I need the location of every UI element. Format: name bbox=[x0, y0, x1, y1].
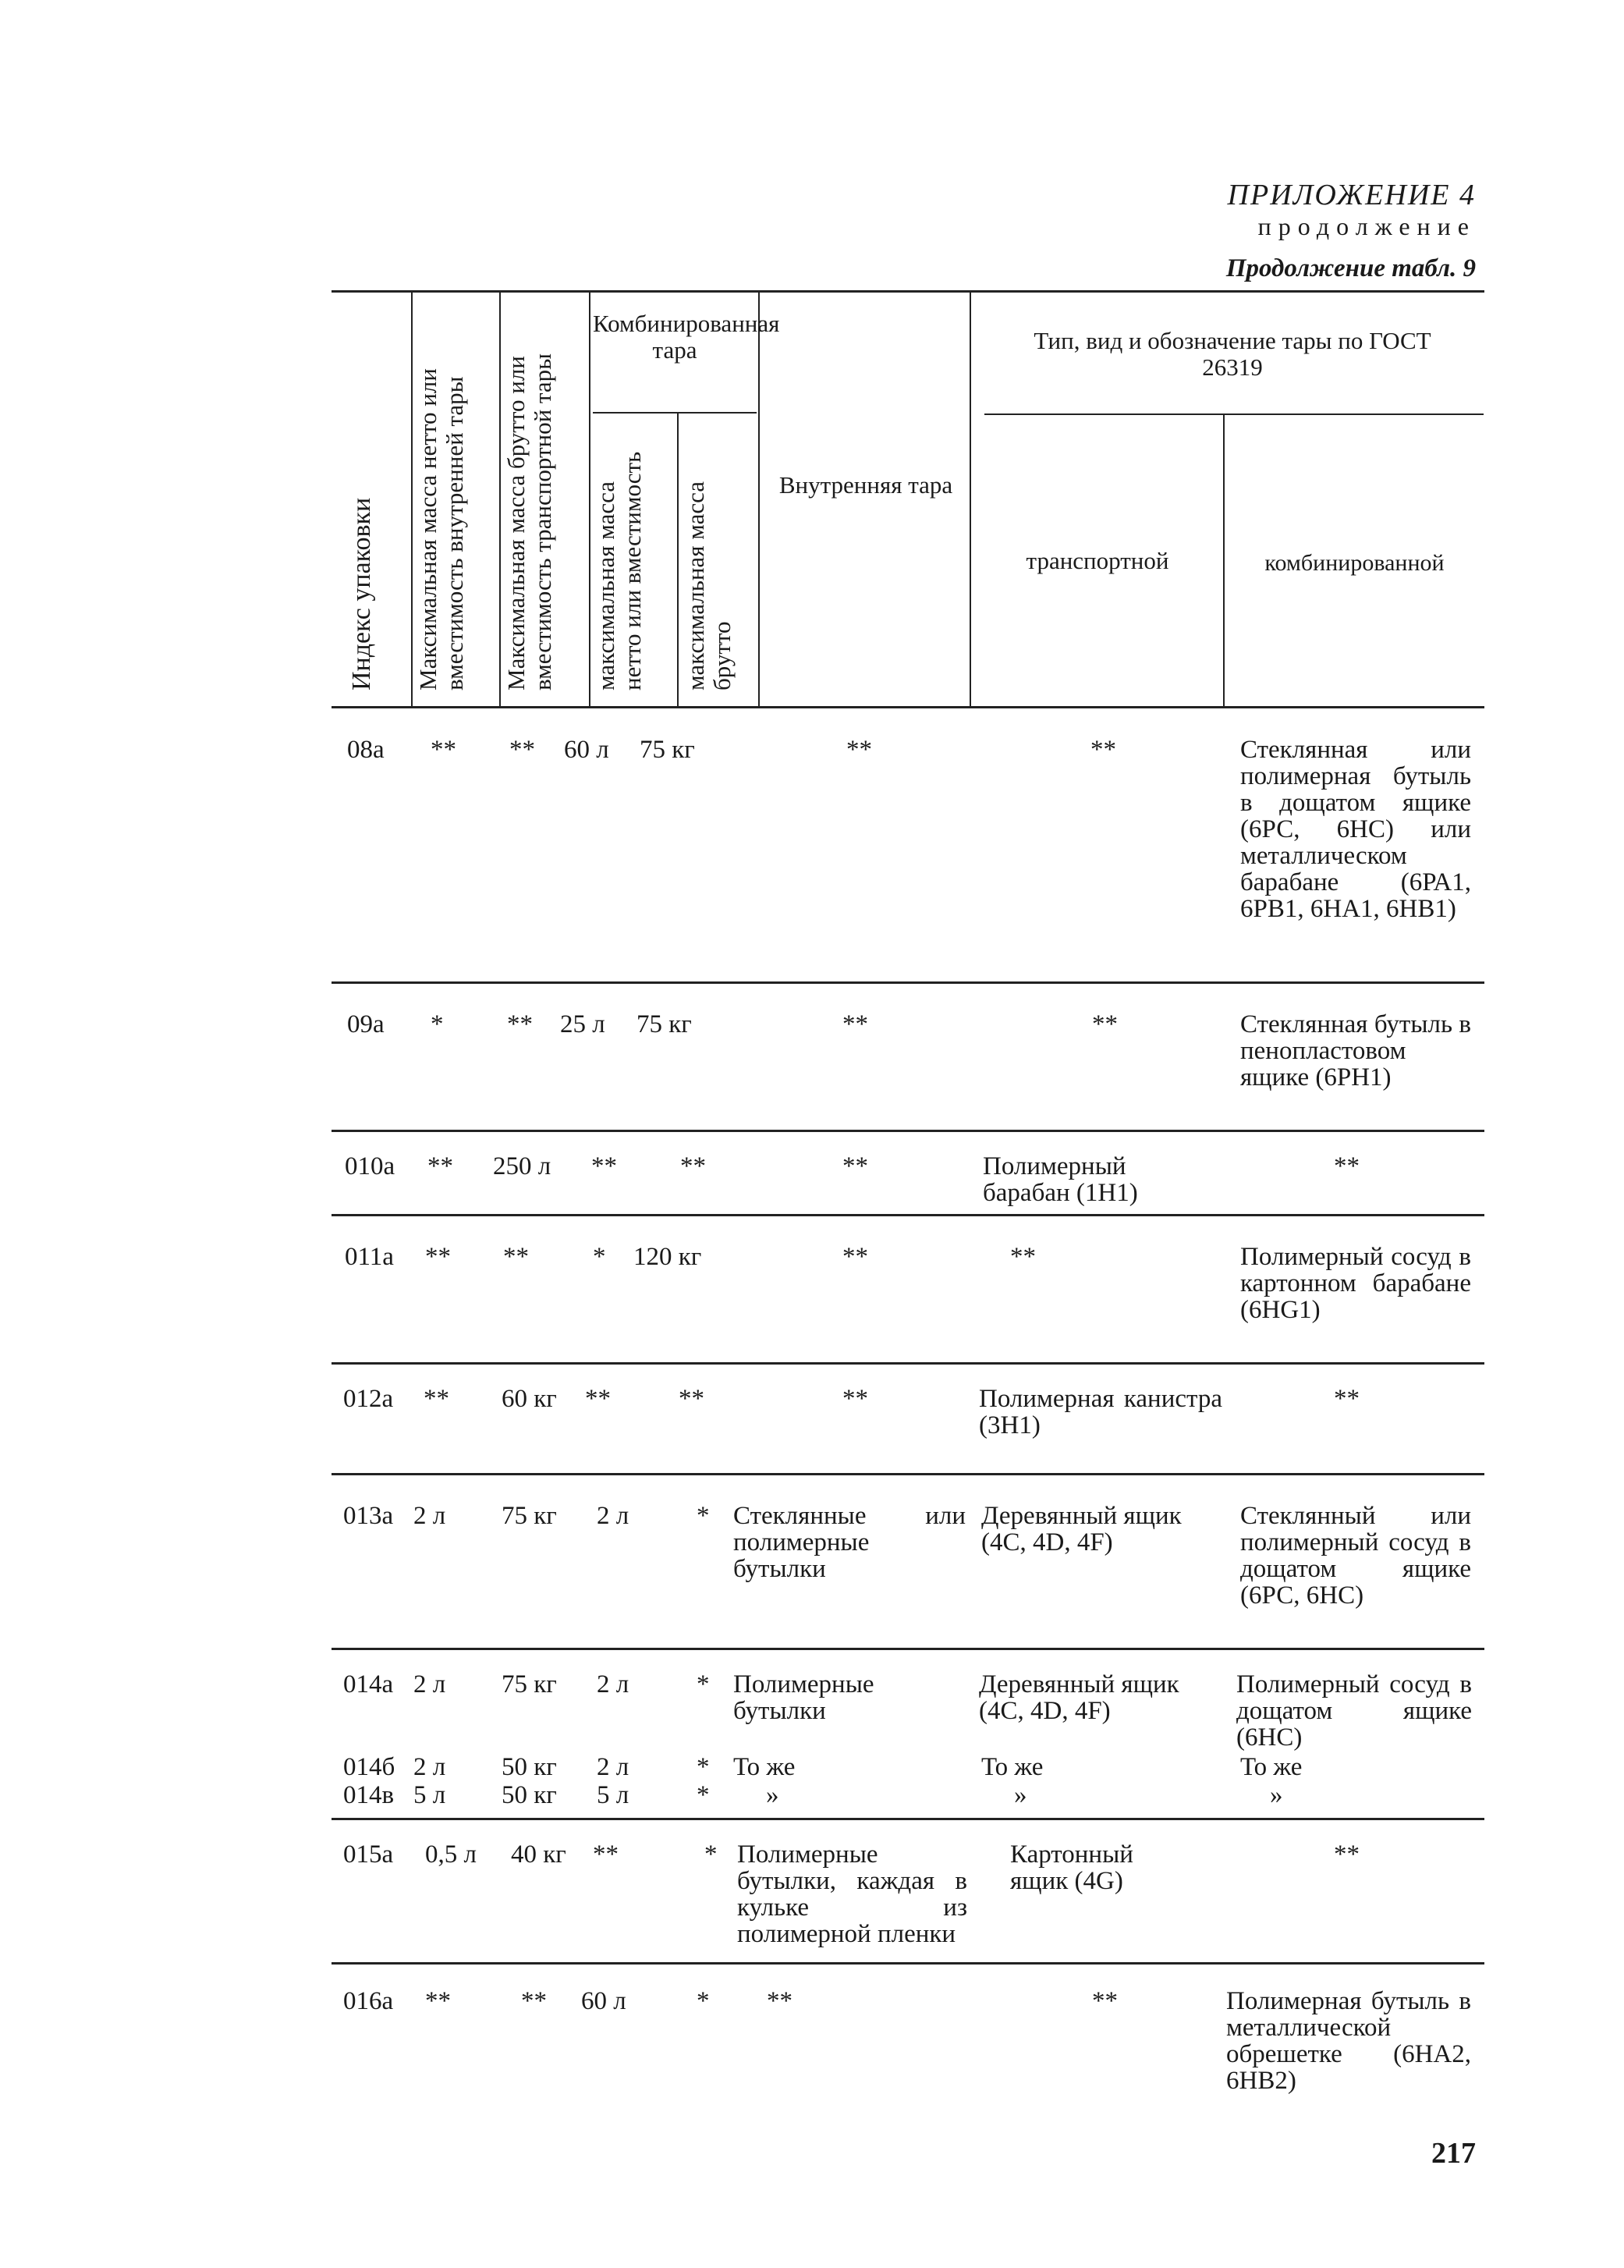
cell-net: 2 л bbox=[413, 1670, 446, 1698]
cell-net: 0,5 л bbox=[425, 1840, 477, 1869]
cell-inner: Полимерные бутылки, каждая в кульке из полимерной пленки bbox=[737, 1840, 967, 1948]
cell-net: 2 л bbox=[413, 1502, 446, 1530]
cell-gross: 50 кг bbox=[502, 1753, 557, 1781]
col-divider bbox=[499, 293, 501, 706]
cell-combined-gross: 75 кг bbox=[636, 1010, 692, 1038]
cell-combined-gross: ** bbox=[680, 1152, 706, 1180]
column-header-combined: Комбинированная тара bbox=[593, 310, 780, 364]
cell-combined: Полимерная бутыль в металлической обрешетке (6НА2, 6НВ2) bbox=[1226, 1987, 1471, 2095]
row-rule bbox=[332, 1130, 1484, 1132]
cell-combined: Стеклянная бутыль в пенопластовом ящике (6РН1) bbox=[1240, 1010, 1471, 1091]
cell-combined-net: 2 л bbox=[597, 1753, 629, 1781]
cell-transport: » bbox=[1014, 1781, 1027, 1809]
column-header-type-group: Тип, вид и обозначение тары по ГОСТ 26319 bbox=[1034, 327, 1431, 381]
cell-index: 014а bbox=[343, 1670, 394, 1698]
cell-inner: ** bbox=[842, 1152, 868, 1180]
row-rule bbox=[332, 1473, 1484, 1475]
cell-combined-net: 5 л bbox=[597, 1781, 629, 1809]
column-header-combined-net: максимальная масса нетто или вместимость bbox=[592, 451, 646, 690]
cell-combined-net: * bbox=[593, 1243, 606, 1271]
column-header-index: Индекс упаковки bbox=[347, 497, 376, 690]
cell-combined-net: 2 л bbox=[597, 1670, 629, 1698]
cell-transport: ** bbox=[1092, 1987, 1118, 2015]
cell-inner: ** bbox=[767, 1987, 792, 2015]
cell-combined-net: 25 л bbox=[560, 1010, 605, 1038]
cell-index: 015а bbox=[343, 1840, 394, 1869]
cell-inner: ** bbox=[846, 736, 872, 764]
cell-gross: ** bbox=[503, 1243, 529, 1271]
column-header-gross-transport: Максимальная масса брутто или вместимость транспортной тары bbox=[502, 353, 556, 690]
cell-gross: 60 кг bbox=[502, 1385, 557, 1413]
cell-combined-net: ** bbox=[585, 1385, 611, 1413]
cell-combined-gross: * bbox=[697, 1502, 710, 1530]
table-top-rule bbox=[332, 290, 1484, 293]
page-number: 217 bbox=[1431, 2137, 1476, 2170]
cell-inner: » bbox=[766, 1781, 779, 1809]
cell-combined-gross: 120 кг bbox=[633, 1243, 702, 1271]
column-header-transport: транспортной bbox=[1026, 547, 1169, 574]
cell-gross: 40 кг bbox=[511, 1840, 566, 1869]
cell-gross: 75 кг bbox=[502, 1502, 557, 1530]
cell-inner: ** bbox=[842, 1243, 868, 1271]
column-header-inner: Внутренняя тара bbox=[778, 471, 953, 499]
cell-transport: ** bbox=[1092, 1010, 1118, 1038]
cell-combined-gross: * bbox=[697, 1781, 710, 1809]
cell-transport: Полимерная канистра (3Н1) bbox=[979, 1385, 1222, 1439]
cell-combined-gross: * bbox=[704, 1840, 718, 1869]
appendix-title: ПРИЛОЖЕНИЕ 4 bbox=[1227, 179, 1476, 211]
header-bottom-rule bbox=[332, 706, 1484, 708]
cell-combined: Полимерный сосуд в картонном барабане (6НG1) bbox=[1240, 1243, 1471, 1324]
cell-combined-gross: 75 кг bbox=[640, 736, 695, 764]
row-rule bbox=[332, 1648, 1484, 1650]
cell-gross: 250 л bbox=[493, 1152, 551, 1180]
cell-index: 09а bbox=[347, 1010, 385, 1038]
row-rule bbox=[332, 1962, 1484, 1965]
type-header-rule bbox=[984, 413, 1484, 415]
cell-combined-net: ** bbox=[591, 1152, 617, 1180]
cell-combined: Полимерный сосуд в дощатом ящике (6НС) bbox=[1236, 1670, 1472, 1752]
cell-transport: Деревянный ящик (4С, 4D, 4F) bbox=[981, 1502, 1182, 1556]
cell-net: ** bbox=[425, 1987, 451, 2015]
cell-combined-gross: * bbox=[697, 1670, 710, 1698]
cell-combined: ** bbox=[1334, 1385, 1360, 1413]
cell-index: 011а bbox=[345, 1243, 394, 1271]
cell-combined-gross: ** bbox=[679, 1385, 704, 1413]
table-continuation-label: Продолжение табл. 9 bbox=[1225, 254, 1476, 282]
cell-transport: ** bbox=[1010, 1243, 1036, 1271]
cell-net: 2 л bbox=[413, 1753, 446, 1781]
cell-index: 012а bbox=[343, 1385, 394, 1413]
column-header-net-inner: Максимальная масса нетто или вместимость внутренней тары bbox=[414, 368, 468, 690]
cell-combined-net: ** bbox=[593, 1840, 619, 1869]
cell-transport: Полимерный барабан (1Н1) bbox=[983, 1152, 1138, 1207]
row-rule bbox=[332, 1362, 1484, 1365]
cell-gross: ** bbox=[521, 1987, 547, 2015]
cell-combined-gross: * bbox=[697, 1753, 710, 1781]
cell-net: 5 л bbox=[413, 1781, 446, 1809]
cell-index: 010а bbox=[345, 1152, 395, 1180]
col-divider bbox=[589, 293, 590, 706]
continuation-label: продолжение bbox=[1257, 212, 1476, 240]
cell-inner: ** bbox=[842, 1385, 868, 1413]
col-divider bbox=[677, 413, 679, 706]
row-rule bbox=[332, 1818, 1484, 1820]
col-divider bbox=[758, 293, 760, 706]
cell-combined: ** bbox=[1334, 1152, 1360, 1180]
cell-net: * bbox=[431, 1010, 444, 1038]
row-rule bbox=[332, 981, 1484, 984]
cell-net: ** bbox=[424, 1385, 449, 1413]
cell-combined: » bbox=[1270, 1781, 1283, 1809]
cell-index: 013а bbox=[343, 1502, 394, 1530]
cell-inner: То же bbox=[733, 1753, 796, 1781]
cell-combined-net: 60 л bbox=[564, 736, 609, 764]
cell-index: 08а bbox=[347, 736, 385, 764]
cell-transport: Картонный ящик (4G) bbox=[1010, 1840, 1133, 1895]
cell-net: ** bbox=[427, 1152, 453, 1180]
cell-index: 014в bbox=[343, 1781, 395, 1809]
cell-net: ** bbox=[431, 736, 456, 764]
cell-combined-net: 2 л bbox=[597, 1502, 629, 1530]
cell-gross: ** bbox=[507, 1010, 533, 1038]
cell-transport: ** bbox=[1090, 736, 1116, 764]
row-rule bbox=[332, 1214, 1484, 1216]
combined-header-rule bbox=[593, 412, 757, 413]
cell-combined: ** bbox=[1334, 1840, 1360, 1869]
col-divider bbox=[970, 293, 971, 706]
cell-combined: То же bbox=[1240, 1753, 1303, 1781]
cell-gross: ** bbox=[509, 736, 535, 764]
col-divider bbox=[1223, 415, 1225, 706]
column-header-combined-gross: максимальная масса брутто bbox=[682, 481, 736, 690]
cell-inner: Полимерные бутылки bbox=[733, 1670, 874, 1725]
column-header-combo: комбинированной bbox=[1264, 550, 1445, 576]
cell-combined-gross: * bbox=[697, 1987, 710, 2015]
cell-index: 014б bbox=[343, 1753, 395, 1781]
cell-combined-net: 60 л bbox=[581, 1987, 626, 2015]
cell-gross: 50 кг bbox=[502, 1781, 557, 1809]
cell-transport: То же bbox=[981, 1753, 1044, 1781]
cell-index: 016а bbox=[343, 1987, 394, 2015]
cell-net: ** bbox=[425, 1243, 451, 1271]
cell-transport: Деревянный ящик (4С, 4D, 4F) bbox=[979, 1670, 1179, 1725]
cell-combined: Стеклянная или полимерная бутыль в дощатом ящике (6РС, 6НС) или металлическом барабане (6РА1, 6РВ1, 6НА1, 6НВ1) bbox=[1240, 736, 1471, 923]
cell-inner: Стеклянные или полимерные бутылки bbox=[733, 1502, 966, 1583]
cell-inner: ** bbox=[842, 1010, 868, 1038]
col-divider bbox=[411, 293, 413, 706]
cell-gross: 75 кг bbox=[502, 1670, 557, 1698]
cell-combined: Стеклянный или полимерный сосуд в дощатом ящике (6РС, 6НС) bbox=[1240, 1502, 1471, 1610]
